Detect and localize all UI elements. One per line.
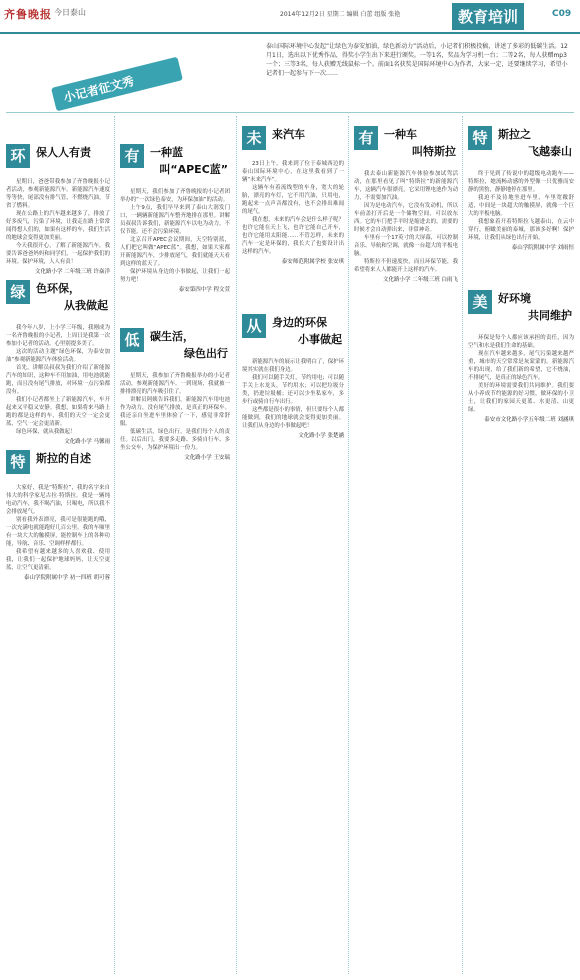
article <box>468 290 574 424</box>
article-subtitle: 叫“APEC蓝” <box>159 163 228 176</box>
article-byline: 泰山学院附属中学 初一四班 胡可蓉 <box>24 575 110 581</box>
article <box>468 126 574 252</box>
heading-initial-box: 绿 <box>6 280 30 304</box>
article-byline: 泰安师范附属学校 张安琪 <box>281 259 344 265</box>
article-subtitle: 共同维护 <box>528 309 572 322</box>
article-paragraph: 我今年八岁，上小学三年级，我刚成为一名齐鲁晚报的小记者，上周日是我第一次参加小记者的活动，心里别提多美了。 <box>6 325 110 347</box>
column-divider <box>462 116 463 974</box>
article-paragraph: 这次的活动主题“绿色环保，为泰安加油”参观新能源汽车体验活动。 <box>6 349 110 363</box>
column-divider <box>114 116 115 974</box>
column-5 <box>468 122 574 428</box>
article-byline: 泰安第四中学 程文萱 <box>178 287 230 293</box>
article-paragraph: 星期日，爸爸带我参加了齐鲁晚报小记者活动，参观新能源汽车。新能源汽车速度等等快，尾部没有排气管，不燃烧汽油，节省了燃料。 <box>6 179 110 209</box>
article-heading <box>6 450 110 480</box>
article-paragraph: 现在公路上的汽车越来越多了，排放了好多废气，污染了环境，让我走在路上常常闻得想人们的，如果有这样的车，我们生活的地球会变得更加美丽。 <box>6 211 110 241</box>
article <box>6 144 110 276</box>
article-heading <box>468 126 574 166</box>
article-subtitle: 小事做起 <box>298 333 342 346</box>
heading-initial-box: 有 <box>354 126 378 150</box>
column-3 <box>242 122 344 444</box>
article-paragraph: 保护环境从身边的小事做起，让我们一起努力吧！ <box>120 269 230 283</box>
article-paragraph: 我想象着开着特斯拉飞越泰山，在云中穿行，俯瞰美丽的泰城，那该多好啊！保护环境，让我们从绿色出行开始。 <box>468 219 574 241</box>
column-divider <box>236 116 237 974</box>
article <box>242 314 344 440</box>
heading-initial-box: 美 <box>468 290 492 314</box>
article <box>354 126 458 284</box>
article-paragraph: 23日上午，我来到了位于泰城西边的泰山国际环境中心，在这里我看到了一辆“未来汽车”。 <box>242 161 344 183</box>
heading-initial-box: 从 <box>242 314 266 338</box>
article <box>242 126 344 266</box>
article-heading <box>242 314 344 354</box>
article-byline: 文化路小学 马馨雨 <box>64 439 110 445</box>
article-byline: 泰安市文化路小学五年级二班 刘涵琪 <box>484 417 574 423</box>
article-paragraph: 别看我外表漂亮，我可是很能跑的哦，一次充满电就能跑好几百公里。我的车厢里有一块大大的触摸屏，能控制车上的各种功能，导航、音乐、空调样样都行。 <box>6 517 110 547</box>
article-paragraph: 星期天，我们参加了齐鲁晚报的小记者团举办的“一次绿色泰安，为环保加油”的活动。 <box>120 189 230 203</box>
article-title: 一种车 <box>384 128 417 141</box>
article-paragraph: 我在想，未来的汽车会是什么样子呢？也许它能在天上飞，也许它能自己开车，也许它能用太阳能……不管怎样，未来的汽车一定是环保的，我长大了也要设计出这样的汽车。 <box>242 217 344 255</box>
article-paragraph: 美好的环境需要我们共同维护。我们要从小养成节约能源的好习惯，做环保的小卫士，让我们的家园天更蓝、水更清、山更绿。 <box>468 383 574 413</box>
article-paragraph: 首先，讲解员叔叔为我们介绍了新能源汽车的知识，这种车不用加油，用电池就能跑，而且没有尾气排放，对环境一点污染都没有。 <box>6 365 110 395</box>
article-title: 保人人有责 <box>36 146 91 159</box>
article-paragraph: 现在汽车越来越多，尾气污染越来越严重，城市的天空常常是灰蒙蒙的。新能源汽车的出现，给了我们新的希望，它不烧油，不排尾气，是真正的绿色汽车。 <box>468 351 574 381</box>
article-paragraph: 今天我很开心，了解了新能源汽车，我要告诉爸爸妈妈和同学们，一起保护我们的环境。保护环境，人人有责！ <box>6 243 110 265</box>
article-paragraph: 讲解员阿姨告诉我们，新能源汽车用电池作为动力，没有尾气排放，是真正的环保车。我还亲自坐进车里体验了一下，感觉非常舒服。 <box>120 397 230 427</box>
article-paragraph: 新能源汽车的展示让我明白了，保护环境其实就在我们身边。 <box>242 359 344 373</box>
article-paragraph: 我希望有越来越多的人喜欢我、使用我，让我们一起保护地球妈妈，让天空更蓝，让空气更清新。 <box>6 549 110 571</box>
article-title: 斯拉的自述 <box>36 452 91 465</box>
article-paragraph: 这辆车有着流线型的车身，宽大的轮胎，漂亮的车灯，它不用汽油，只用电，跑起来一点声音都没有，也不会排出难闻的尾气。 <box>242 185 344 215</box>
article-paragraph: 环保是每个人都应该承担的责任，因为空气和水是我们生命的基础。 <box>468 335 574 349</box>
heading-initial-box: 低 <box>120 328 144 352</box>
divider <box>6 112 574 113</box>
page-header <box>0 0 580 34</box>
article-title: 碳生活， <box>150 330 194 343</box>
article-byline: 文化路小学 王安瑞 <box>184 455 230 461</box>
article-title: 色环保， <box>36 282 80 295</box>
column-2 <box>120 140 230 466</box>
article-paragraph: 终于见到了传说中的超级电动跑车——特斯拉，她流畅动感的外型像一只优雅而安静的黑豹，静静地停在那里。 <box>468 171 574 193</box>
column-1 <box>6 140 110 586</box>
page-number: C09 <box>552 9 572 19</box>
article-subtitle: 飞越泰山 <box>528 145 572 158</box>
heading-initial-box: 特 <box>6 450 30 474</box>
article <box>6 450 110 582</box>
article-title: 好环境 <box>498 292 531 305</box>
article <box>6 280 110 446</box>
article-subtitle: 从我做起 <box>64 299 108 312</box>
article-byline: 文化路小学 二年级三班 许焱洋 <box>35 269 110 275</box>
article-heading <box>354 126 458 166</box>
intro-text: 泰山国际环境中心发起“让绿色为泰安加油，绿色新动力”活动后，小记者们积极投稿，讲述了多彩的低碳生活。12月1日，选出以下优秀作品，得奖小学生出下来进行颁奖。一等1名，奖品为学习机一台；二等2名，每人获赠mp3一个；三等3名，每人获赠无线鼠标一个。前面1名获奖是国际环境中心为作者，大家一定，还要继续学习，希望小记者们一起参与下一次…… <box>266 43 568 77</box>
column-4 <box>354 122 458 288</box>
article-paragraph: 这些都是很小的事情，但只要每个人都能做到，我们的地球就会变得更加美丽。让我们从身边的小事做起吧！ <box>242 407 344 429</box>
article-byline: 文化路小学 张楚涵 <box>298 433 344 439</box>
heading-initial-box: 未 <box>242 126 266 150</box>
section-title: 教育培训 <box>452 3 524 30</box>
article-paragraph: 我们小记者都坐上了新能源汽车，车开起来又平稳又安静。我想，如果将来马路上跑的都是这样的车，我们的天空一定会更蓝，空气一定会更清新。 <box>6 397 110 427</box>
article-paragraph: 低碳生活，绿色出行，是我们每个人的责任。以后出门，我要多走路、多骑自行车、多坐公交车，为保护环境出一份力。 <box>120 429 230 451</box>
article-paragraph: 因为是电动汽车，它没有发动机，所以车前盖打开后是一个储物空间，可以放东西。它的车门把手平时是缩进去的，需要的时候才会自动弹出来，非常神奇。 <box>354 203 458 233</box>
article <box>120 328 230 462</box>
article-heading <box>6 280 110 320</box>
article <box>120 144 230 294</box>
article-paragraph: 我去泰山新能源汽车体验参加试驾活动，在那里看见了叫“特斯拉”的新能源汽车，这辆汽车很漂亮，它采用锂电池作为动力，不需要加汽油。 <box>354 171 458 201</box>
article-paragraph: 星期天，我参加了齐鲁晚报举办的小记者活动，参观新能源汽车。一到现场，我就被一排排漂亮的汽车吸引住了。 <box>120 373 230 395</box>
heading-initial-box: 环 <box>6 144 30 168</box>
issue-date: 2014年12月2日 星期二 编辑 白蕾 组版 张艳 <box>280 11 401 18</box>
article-byline: 泰山学院附属中学 刘雨恒 <box>511 245 574 251</box>
column-banner: 小记者征文秀 <box>51 57 183 112</box>
article-title: 身边的环保 <box>272 316 327 329</box>
article-paragraph: 我们可以随手关灯，节约用电；可以随手关上水龙头，节约用水；可以把垃圾分类，扔进垃圾桶；还可以少坐私家车，多步行或骑自行车出行。 <box>242 375 344 405</box>
article-heading <box>120 328 230 368</box>
article-heading <box>242 126 344 156</box>
article-heading <box>468 290 574 330</box>
masthead-tagline: 今日泰山 <box>54 8 86 17</box>
heading-initial-box: 特 <box>468 126 492 150</box>
masthead: 齐鲁晚报 <box>4 8 52 21</box>
heading-initial-box: 有 <box>120 144 144 168</box>
column-divider <box>348 116 349 974</box>
article-subtitle: 绿色出行 <box>184 347 228 360</box>
article-heading <box>6 144 110 174</box>
article-title: 斯拉之 <box>498 128 531 141</box>
article-paragraph: 北京召开APEC会议期间，天空特别蓝，人们把它叫做“APEC蓝”。我想，如果大家都开新能源汽车，少排放尾气，我们就能天天看到这样的蓝天了。 <box>120 237 230 267</box>
article-title: 一种蓝 <box>150 146 183 159</box>
article-paragraph: 我迫不及待地坐进车里，车里宽敞舒适，中间是一块超大的触摸屏，就像一个巨大的平板电脑。 <box>468 195 574 217</box>
article-paragraph: 大家好，我是“特斯拉”，我的名字来自伟大的科学家尼古拉·特斯拉。我是一辆纯电动汽车，我不喝汽油，只喝电，所以我不会排放尾气。 <box>6 485 110 515</box>
article-byline: 文化路小学 二年级三班 白雨飞 <box>383 277 458 283</box>
article-title: 来汽车 <box>272 128 305 141</box>
article-paragraph: 上午9点，我们早早来到了泰山大润发门口，一辆辆新能源汽车整齐地排在那里。讲解员叔叔告诉我们，新能源汽车以电为动力，不仅节能，还不会污染环境。 <box>120 205 230 235</box>
article-heading <box>120 144 230 184</box>
article-paragraph: 车里有一个17英寸的大屏幕，可以控制音乐、导航和空调，就像一台超大的平板电脑。 <box>354 235 458 257</box>
article-paragraph: 特斯拉不但速度快，而且环保节能，我希望将来人人都能开上这样的汽车。 <box>354 259 458 273</box>
article-subtitle: 叫特斯拉 <box>412 145 456 158</box>
article-paragraph: 绿色环保，就从我做起！ <box>16 429 76 435</box>
